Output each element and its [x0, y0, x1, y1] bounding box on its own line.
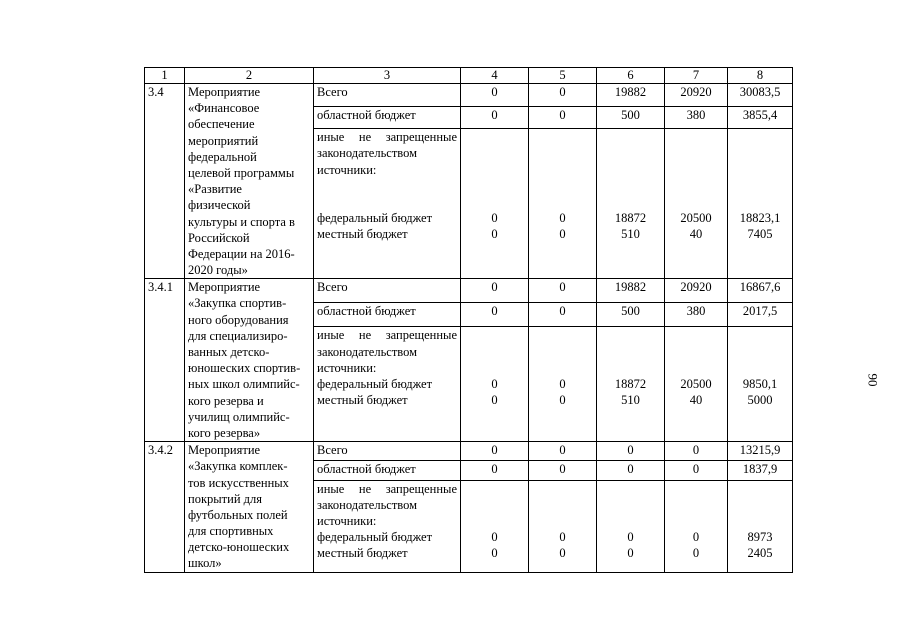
spacer — [668, 129, 724, 145]
federal-value: 0 — [491, 211, 498, 226]
local-value: 0 — [491, 546, 498, 561]
federal-value: 0 — [627, 530, 634, 545]
row-code: 3.4.1 — [145, 279, 185, 442]
header-row — [145, 68, 793, 84]
local-label: местный бюджет — [317, 227, 408, 242]
local-value: 0 — [559, 393, 566, 408]
spacer — [600, 360, 661, 376]
value-cell: 0 — [529, 279, 597, 303]
spacer — [668, 178, 724, 194]
source-label: Всего — [314, 279, 461, 303]
other-sources-line: иные не запрещенные — [317, 328, 457, 343]
event-title-line: футбольных полей — [188, 507, 288, 522]
value-cell-group — [728, 327, 793, 442]
other-sources-line: законодательством — [317, 146, 418, 161]
event-title-line: «Развитие — [188, 182, 242, 197]
event-title-line: мероприятий — [188, 133, 259, 148]
local-value: 0 — [559, 546, 566, 561]
source-label-group — [314, 129, 461, 279]
value-cell: 500 — [597, 106, 665, 129]
value-cell: 0 — [665, 461, 728, 480]
event-title-line: Мероприятие — [188, 85, 261, 99]
spacer — [464, 129, 525, 145]
value-cell: 13215,9 — [728, 442, 793, 461]
local-value: 0 — [692, 546, 700, 561]
spacer — [668, 481, 724, 497]
spacer — [464, 178, 525, 194]
spacer — [668, 162, 724, 178]
other-sources-line: иные не запрещенные — [317, 130, 457, 145]
event-title-line: покрытий для — [188, 491, 262, 506]
value-cell: 0 — [529, 106, 597, 129]
spacer — [464, 497, 525, 513]
federal-label: федеральный бюджет — [317, 376, 433, 391]
value-cell-group — [597, 129, 665, 279]
value-cell-group — [529, 327, 597, 442]
other-sources-line: источники: — [317, 514, 377, 529]
source-label: областной бюджет — [314, 461, 461, 480]
event-title-line: физической — [188, 198, 251, 213]
spacer — [464, 513, 525, 529]
spacer — [600, 497, 661, 513]
value-cell: 30083,5 — [728, 84, 793, 107]
spacer — [532, 129, 593, 145]
value-cell-group — [461, 327, 529, 442]
value-cell-group — [665, 480, 728, 572]
source-label: областной бюджет — [314, 106, 461, 129]
value-cell: 0 — [529, 442, 597, 461]
local-value: 7405 — [747, 227, 773, 242]
spacer — [464, 327, 525, 343]
federal-value: 0 — [491, 376, 498, 391]
spacer — [668, 513, 724, 529]
value-cell: 3855,4 — [728, 106, 793, 129]
value-cell: 0 — [461, 279, 529, 303]
federal-value: 0 — [559, 211, 566, 226]
spacer — [668, 344, 724, 360]
event-title-line: обеспечение — [188, 117, 255, 132]
local-value: 5000 — [747, 393, 773, 408]
federal-value: 18872 — [614, 376, 647, 391]
spacer — [532, 178, 593, 194]
event-title — [185, 279, 314, 442]
value-cell-group — [529, 129, 597, 279]
event-title-line: Мероприятие — [188, 443, 261, 458]
event-title-line: «Закупка комплек- — [188, 459, 288, 474]
header-cell: 5 — [529, 68, 597, 84]
federal-value: 0 — [559, 530, 566, 545]
event-title — [185, 84, 314, 279]
header-cell: 3 — [314, 68, 461, 84]
header-cell: 2 — [185, 68, 314, 84]
value-cell-group — [461, 480, 529, 572]
value-cell: 19882 — [597, 279, 665, 303]
spacer — [731, 145, 789, 161]
spacer — [317, 194, 457, 210]
local-label: местный бюджет — [317, 393, 408, 408]
federal-value: 9850,1 — [742, 376, 778, 391]
federal-label: федеральный бюджет — [317, 530, 433, 545]
local-value: 40 — [689, 393, 703, 408]
event-title-line: «Финансовое — [188, 101, 260, 116]
spacer — [600, 327, 661, 343]
event-title-line: кого резерва» — [188, 425, 261, 440]
spacer — [600, 145, 661, 161]
spacer — [600, 178, 661, 194]
federal-value: 0 — [491, 530, 498, 545]
event-title-line: тов искусственных — [188, 475, 289, 490]
event-title-line: «Закупка спортив- — [188, 296, 287, 311]
value-cell: 380 — [665, 303, 728, 327]
value-cell: 0 — [597, 461, 665, 480]
other-sources-line: законодательством — [317, 497, 418, 512]
spacer — [464, 162, 525, 178]
spacer — [668, 360, 724, 376]
value-cell: 0 — [529, 461, 597, 480]
spacer — [600, 162, 661, 178]
federal-value: 20500 — [680, 211, 712, 226]
federal-value: 18823,1 — [739, 211, 781, 226]
spacer — [464, 194, 525, 210]
value-cell-group — [665, 129, 728, 279]
page-number: 90 — [865, 373, 881, 387]
event-title-line: культуры и спорта в — [188, 214, 295, 229]
spacer — [731, 178, 789, 194]
source-label-group — [314, 480, 461, 572]
spacer — [600, 194, 661, 210]
source-label: Всего — [314, 442, 461, 461]
value-cell: 0 — [461, 106, 529, 129]
spacer — [600, 129, 661, 145]
source-label: областной бюджет — [314, 303, 461, 327]
other-sources-line: источники: — [317, 162, 377, 177]
spacer — [532, 360, 593, 376]
local-value: 40 — [689, 227, 703, 242]
spacer — [731, 481, 789, 497]
event-title-line: ных школ олимпийс- — [188, 377, 300, 392]
spacer — [532, 497, 593, 513]
event-title-line: Федерации на 2016- — [188, 246, 295, 261]
spacer — [668, 194, 724, 210]
event-title-line: детско-юношеских — [188, 540, 290, 555]
event-title-line: Российской — [188, 230, 250, 245]
spacer — [731, 360, 789, 376]
row-code: 3.4 — [145, 84, 185, 279]
value-cell: 20920 — [665, 279, 728, 303]
federal-value: 0 — [559, 376, 566, 391]
event-title-line: 2020 годы» — [188, 263, 248, 278]
value-cell: 0 — [461, 84, 529, 107]
spacer — [731, 327, 789, 343]
header-cell: 7 — [665, 68, 728, 84]
spacer — [600, 344, 661, 360]
event-title-line: федеральной — [188, 149, 257, 164]
spacer — [600, 513, 661, 529]
local-value: 2405 — [747, 546, 773, 561]
table-row — [145, 279, 793, 303]
value-cell-group — [728, 129, 793, 279]
header-cell: 1 — [145, 68, 185, 84]
local-value: 0 — [559, 227, 566, 242]
spacer — [731, 129, 789, 145]
value-cell: 0 — [529, 84, 597, 107]
header-cell: 4 — [461, 68, 529, 84]
local-value: 0 — [491, 227, 498, 242]
source-label-group — [314, 327, 461, 442]
value-cell: 380 — [665, 106, 728, 129]
local-value: 510 — [621, 393, 640, 408]
spacer — [731, 513, 789, 529]
event-title-line: для спортивных — [188, 524, 274, 539]
value-cell: 500 — [597, 303, 665, 327]
event-title — [185, 442, 314, 573]
event-title-line: кого резерва и — [188, 393, 264, 408]
federal-label: федеральный бюджет — [317, 211, 433, 226]
value-cell-group — [597, 327, 665, 442]
value-cell-group — [728, 480, 793, 572]
event-title-line: юношеских спортив- — [188, 361, 301, 376]
value-cell: 0 — [461, 461, 529, 480]
spacer — [668, 497, 724, 513]
spacer — [532, 162, 593, 178]
spacer — [464, 344, 525, 360]
header-cell: 6 — [597, 68, 665, 84]
value-cell-group — [529, 480, 597, 572]
value-cell: 0 — [597, 442, 665, 461]
table-row — [145, 442, 793, 461]
table-body — [145, 68, 793, 573]
source-label: Всего — [314, 84, 461, 107]
spacer — [532, 327, 593, 343]
value-cell: 0 — [665, 442, 728, 461]
local-value: 0 — [627, 546, 634, 561]
spacer — [532, 481, 593, 497]
spacer — [464, 481, 525, 497]
value-cell-group — [597, 480, 665, 572]
value-cell-group — [665, 327, 728, 442]
value-cell: 2017,5 — [728, 303, 793, 327]
event-title-line: училищ олимпийс- — [188, 409, 290, 424]
spacer — [532, 145, 593, 161]
value-cell: 0 — [461, 442, 529, 461]
other-sources-line: иные не запрещенные — [317, 481, 457, 496]
local-value: 510 — [621, 227, 640, 242]
event-title-line: ного оборудования — [188, 312, 289, 327]
spacer — [532, 194, 593, 210]
spacer — [668, 145, 724, 161]
event-title-line: ванных детско- — [188, 345, 270, 359]
value-cell: 19882 — [597, 84, 665, 107]
spacer — [532, 513, 593, 529]
event-title-line: целевой программы — [188, 165, 295, 180]
spacer — [668, 327, 724, 343]
value-cell: 1837,9 — [728, 461, 793, 480]
value-cell: 20920 — [665, 84, 728, 107]
spacer — [731, 162, 789, 178]
spacer — [731, 194, 789, 210]
spacer — [464, 145, 525, 161]
value-cell: 0 — [529, 303, 597, 327]
federal-value: 20500 — [680, 376, 712, 391]
other-sources-line: законодательством — [317, 344, 418, 359]
spacer — [731, 497, 789, 513]
event-title-line: для специализиро- — [188, 328, 288, 343]
event-title-line: школ» — [188, 556, 222, 571]
local-value: 0 — [491, 393, 498, 408]
local-label: местный бюджет — [317, 546, 408, 561]
value-cell: 0 — [461, 303, 529, 327]
spacer — [600, 481, 661, 497]
value-cell: 16867,6 — [728, 279, 793, 303]
event-title-line: Мероприятие — [188, 280, 261, 295]
federal-value: 8973 — [747, 530, 773, 545]
federal-value: 18872 — [614, 211, 647, 226]
header-cell: 8 — [728, 68, 793, 84]
budget-table — [144, 67, 793, 573]
other-sources-line: источники: — [317, 360, 377, 375]
table-row — [145, 84, 793, 107]
federal-value: 0 — [692, 530, 700, 545]
row-code: 3.4.2 — [145, 442, 185, 573]
value-cell-group — [461, 129, 529, 279]
spacer — [464, 360, 525, 376]
spacer — [731, 344, 789, 360]
spacer — [317, 178, 457, 194]
spacer — [532, 344, 593, 360]
